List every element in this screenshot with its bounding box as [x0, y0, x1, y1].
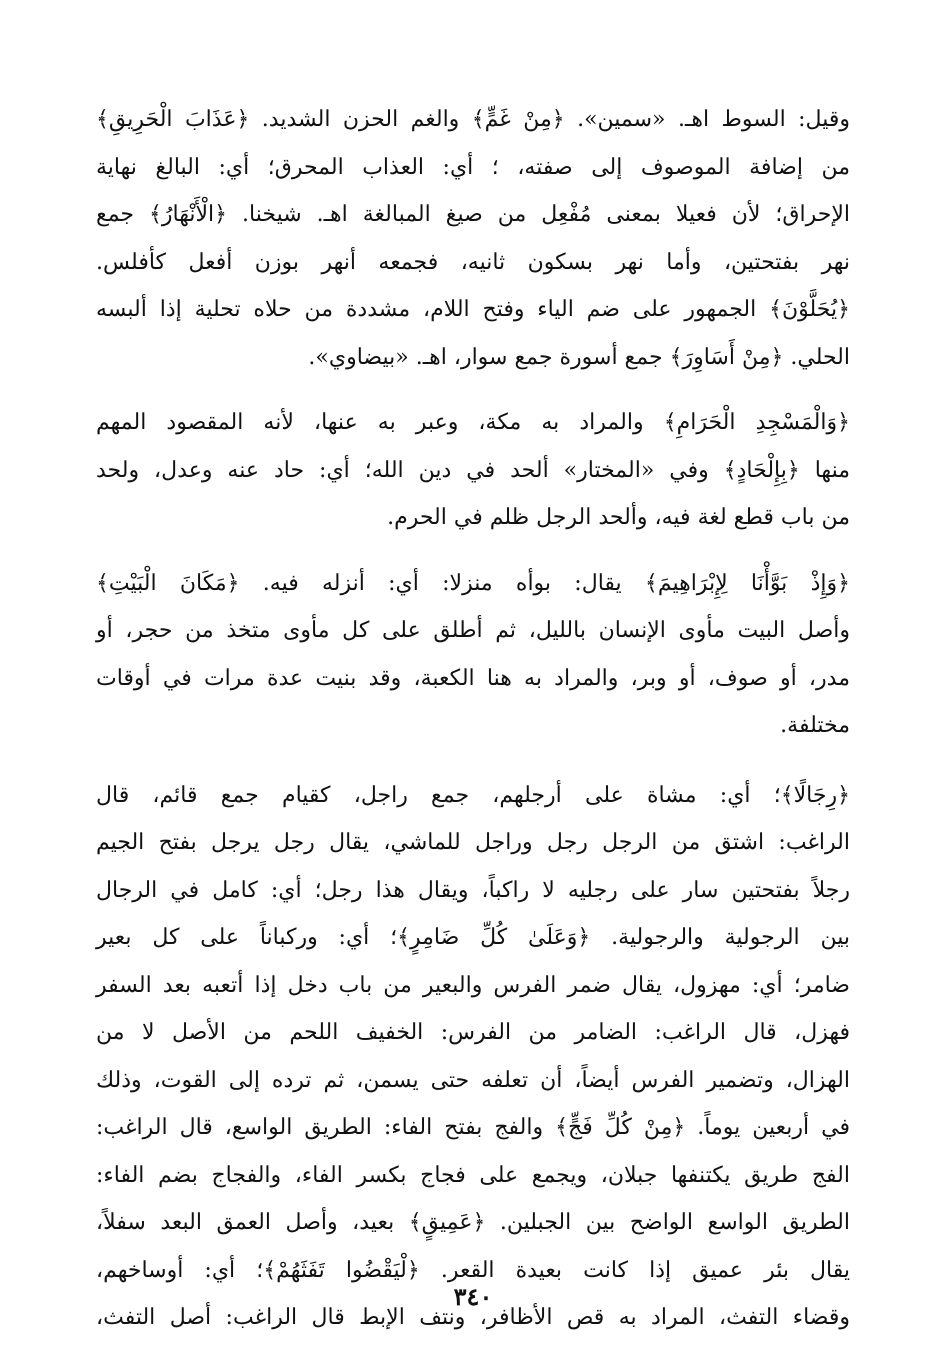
text-line: ﴿وَالْمَسْجِدِ الْحَرَامِ﴾ والمراد به مكة، وعبر به عنها، لأنه المقصود المهم [96, 410, 850, 435]
text-line: بين الرجولية والرجولية. ﴿وَعَلَىٰ كُلِّ ضَامِرٍ﴾؛ أي: وركباناً على كل بعير [96, 925, 850, 950]
text-line: رجلاً بفتحتين سار على رجليه لا راكباً، ويقال هذا رجل؛ أي: كامل في الرجال [96, 877, 850, 903]
text-line: منها ﴿بِإِلْحَادٍ﴾ وفي «المختار» ألحد في دين الله؛ أي: حاد عنه وعدل، ولحد [96, 457, 850, 483]
text-line: مختلفة. [780, 713, 850, 738]
text-line: من باب قطع لغة فيه، وألحد الرجل ظلم في الحرم. [387, 505, 850, 530]
text-line: وقضاء التفث، المراد به قص الأظافر، ونتف الإبط قال الراغب: أصل التفث، [96, 1305, 850, 1330]
text-line: يقال بئر عميق إذا كانت بعيدة القعر. ﴿لْيَقْضُوا تَفَثَهُمْ﴾؛ أي: أوساخهم، [96, 1257, 850, 1283]
paragraph-2 [96, 399, 850, 542]
text-line: الفج طريق يكتنفها جبلان، ويجمع على فجاج بكسر الفاء، والفجاج بضم الفاء: [96, 1162, 850, 1188]
page-number: ٣٤٠ [453, 1282, 493, 1311]
text-line: الراغب: اشتق من الرجل رجل وراجل للماشي، يقال رجل يرجل بفتح الجيم [96, 830, 850, 855]
paragraph-3 [96, 560, 850, 750]
text-line: الطريق الواسع الواضح بين الجبلين. ﴿عَمِيقٍ﴾ بعيد، وأصل العمق البعد سفلاً، [96, 1210, 850, 1235]
text-line: في أربعين يوماً. ﴿مِنْ كُلِّ فَجٍّ﴾ والفج بفتح الفاء: الطريق الواسع، قال الراغب: [96, 1115, 850, 1140]
text-line: وأصل البيت مأوى الإنسان بالليل، ثم أطلق على كل مأوى متخذ من حجر، أو [96, 618, 850, 643]
text-line: من إضافة الموصوف إلى صفته، ؛ أي: العذاب المحرق؛ أي: البالغ نهاية [96, 154, 850, 180]
text-line: الحلي. ﴿مِنْ أَسَاوِرَ﴾ جمع أسورة جمع سوار، اهـ. «بيضاوي». [308, 344, 850, 370]
text-line: ﴿وَإِذْ بَوَّأْنَا لِإِبْرَاهِيمَ﴾ يقال: بوأه منزلا: أي: أنزله فيه. ﴿مَكَانَ الْبَيْتِ﴾ [96, 570, 850, 596]
text-line: الهزال، وتضمير الفرس أيضاً، أن تعلفه حتى يسمن، ثم ترده إلى القوت، وذلك [96, 1067, 850, 1093]
text-line: ﴿يُحَلَّوْنَ﴾ الجمهور على ضم الياء وفتح اللام، مشددة من حلاه تحلية إذا ألبسه [96, 297, 850, 322]
text-line: ﴿رِجَالًا﴾؛ أي: مشاة على أرجلهم، جمع راجل، كقيام جمع قائم، قال [96, 782, 850, 808]
text-line: نهر بفتحتين، وأما نهر بسكون ثانيه، فجمعه أنهر بوزن أفعل كأفلس. [96, 249, 850, 275]
paragraph-4 [96, 772, 850, 1342]
text-line: ضامر؛ أي: مهزول، يقال ضمر الفرس والبعير من باب دخل إذا أتعبه بعد السفر [96, 972, 850, 998]
paragraph-1 [96, 96, 850, 381]
text-line: مدر، أو صوف، أو وبر، والمراد به هنا الكعبة، وقد بنيت عدة مرات في أوقات [96, 665, 850, 691]
text-line: وقيل: السوط اهـ. «سمين». ﴿مِنْ غَمٍّ﴾ والغم الحزن الشديد. ﴿عَذَابَ الْحَرِيقِ﴾ [96, 107, 850, 132]
text-line: فهزل، قال الراغب: الضامر من الفرس: الخفيف اللحم من الأصل لا من [96, 1020, 850, 1045]
text-line: الإحراق؛ لأن فعيلا بمعنى مُفْعِل من صيغ المبالغة اهـ. شيخنا. ﴿الْأَنْهَارُ﴾ جمع [96, 202, 850, 227]
